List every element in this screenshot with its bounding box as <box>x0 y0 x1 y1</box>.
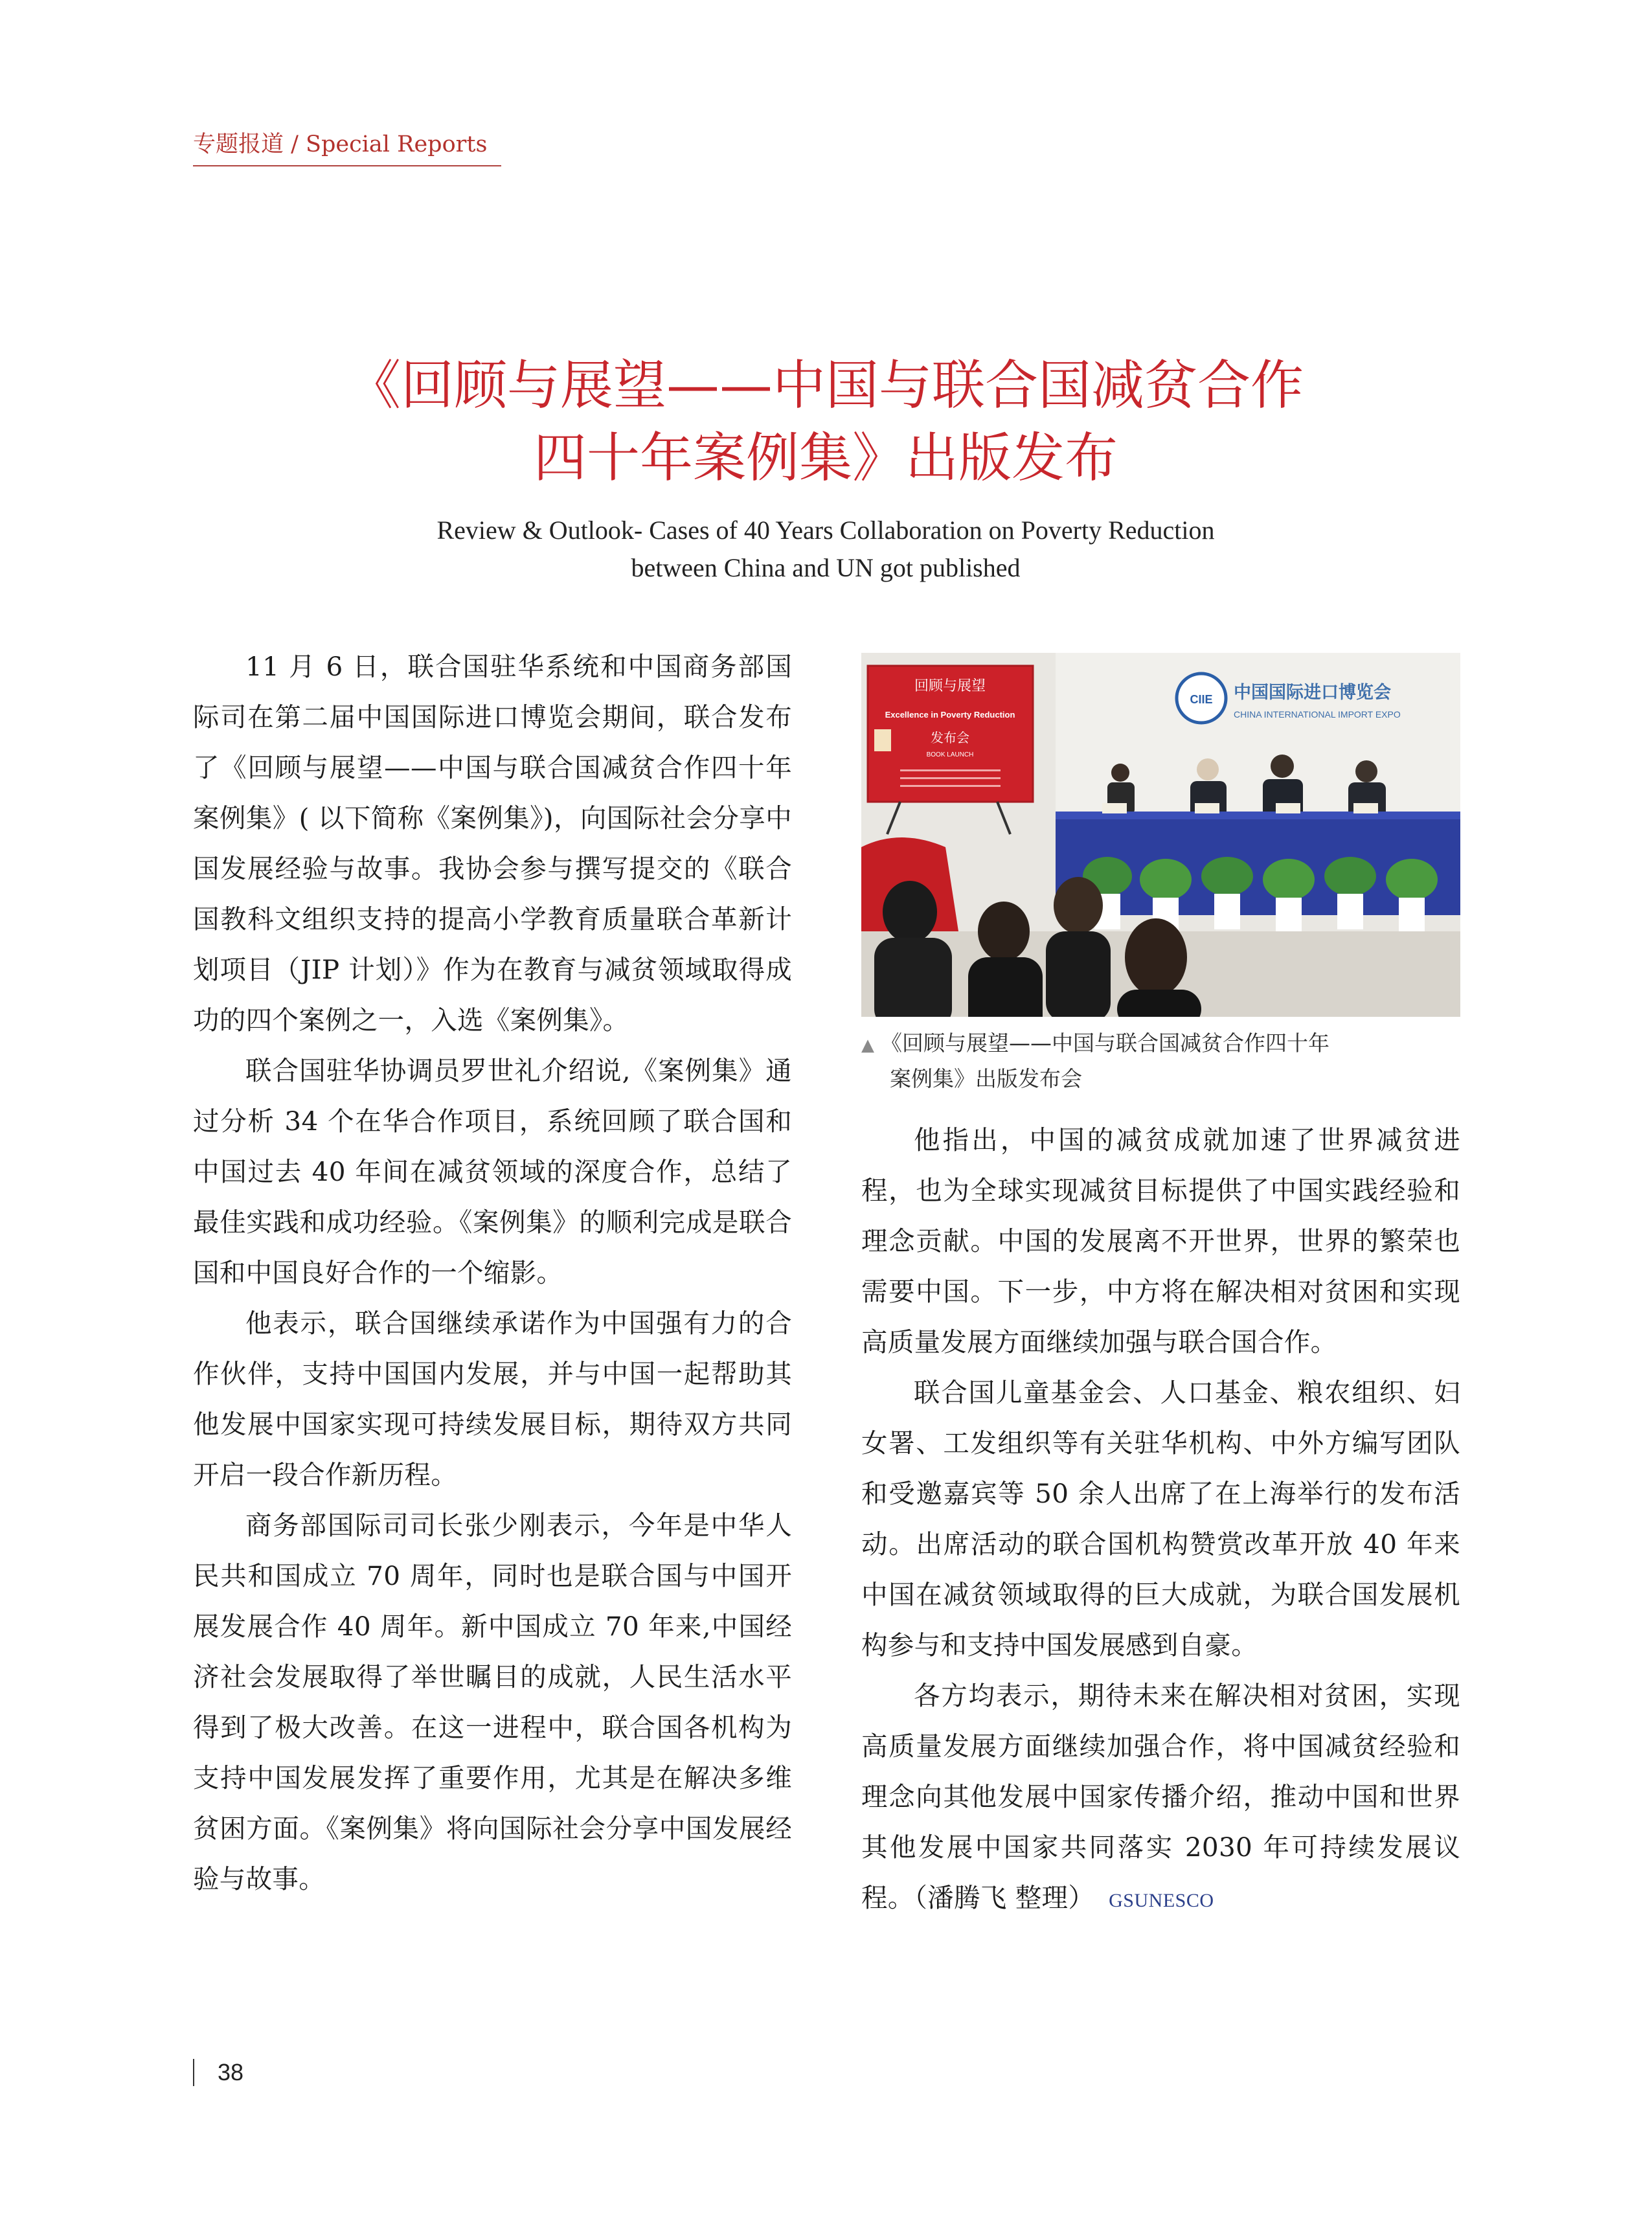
footer-divider <box>193 2059 194 2086</box>
event-photo <box>861 653 1460 1017</box>
triangle-icon: ▲ <box>861 1036 874 1055</box>
subtitle-line-1: Review & Outlook- Cases of 40 Years Collaboration on Poverty Reduction <box>436 516 1215 545</box>
gsunesco-logo: GSUNESCO <box>1109 1890 1214 1911</box>
title-line-2: 四十年案例集》出版发布 <box>533 427 1118 489</box>
banner-subtitle: Excellence in Poverty Reduction <box>885 710 1015 720</box>
paragraph: 联合国驻华协调员罗世礼介绍说,《案例集》通过分析 34 个在华合作项目，系统回顾了联合国和中国过去 40 年间在减贫领域的深度合作，总结了最佳实践和成功经验。《案例集》的顺利完成是联合国和中国良好合作的一个缩影。 <box>193 1055 792 1288</box>
section-header: 专题报道 / Special Reports <box>193 126 501 166</box>
expo-name-cn: 中国国际进口博览会 <box>1234 683 1391 703</box>
svg-text:CIIE: CIIE <box>1190 693 1213 706</box>
caption-line-1: 《回顾与展望——中国与联合国减贫合作四十年 <box>881 1030 1330 1056</box>
paragraph <box>861 1670 1460 1926</box>
right-column <box>861 1115 1460 1926</box>
banner-title: 回顾与展望 <box>914 678 986 694</box>
subtitle-line-2: between China and UN got published <box>631 553 1021 582</box>
title-line-1: 《回顾与展望——中国与联合国减贫合作 <box>347 355 1304 416</box>
expo-name-en: CHINA INTERNATIONAL IMPORT EXPO <box>1234 709 1401 720</box>
expo-logo <box>1177 674 1226 723</box>
author-credit: （潘腾飞 整理） <box>914 1882 1095 1913</box>
article-subtitle-en <box>194 512 1457 587</box>
photo-caption <box>861 1027 1460 1096</box>
caption-line-2: 案例集》出版发布会 <box>890 1066 1082 1091</box>
banner-event-en: BOOK LAUNCH <box>926 751 974 758</box>
left-column <box>193 641 792 1904</box>
paragraph: 他指出，中国的减贫成就加速了世界减贫进程，也为全球实现减贫目标提供了中国实践经验和理念贡献。中国的发展离不开世界，世界的繁荣也需要中国。下一步，中方将在解决相对贫困和实现高质量发展方面继续加强与联合国合作。 <box>861 1124 1460 1357</box>
paragraph: 商务部国际司司长张少刚表示，今年是中华人民共和国成立 70 周年，同时也是联合国与中国开展发展合作 40 周年。新中国成立 70 年来,中国经济社会发展取得了举世瞩目的成就，人民生活水平得到了极大改善。在这一进程中，联合国各机构为支持中国发展发挥了重要作用，尤其是在解决多维贫困方面。《案例集》将向国际社会分享中国发展经验与故事。 <box>193 1510 792 1894</box>
paragraph: 他表示，联合国继续承诺作为中国强有力的合作伙伴，支持中国国内发展，并与中国一起帮助其他发展中国家实现可持续发展目标，期待双方共同开启一段合作新历程。 <box>193 1308 792 1490</box>
paragraph: 11 月 6 日，联合国驻华系统和中国商务部国际司在第二届中国国际进口博览会期间，联合发布了《回顾与展望——中国与联合国减贫合作四十年案例集》( 以下简称《案例集》)，向国际社会分享中国发展经验与故事。我协会参与撰写提交的《联合国教科文组织支持的提高小学教育质量联合革新计划项目（JIP 计划）》作为在教育与减贫领域取得成功的四个案例之一，入选《案例集》。 <box>193 651 792 1036</box>
page-footer <box>193 2056 243 2089</box>
page-number: 38 <box>218 2059 244 2085</box>
banner-event: 发布会 <box>931 730 969 745</box>
paragraph: 联合国儿童基金会、人口基金、粮农组织、妇女署、工发组织等有关驻华机构、中外方编写团队和受邀嘉宾等 50 余人出席了在上海举行的发布活动。出席活动的联合国机构赞赏改革开放 40 年来中国在减贫领域取得的巨大成就，为联合国发展机构参与和支持中国发展感到自豪。 <box>861 1377 1460 1661</box>
article-title <box>194 350 1457 495</box>
paragraph-text: 各方均表示，期待未来在解决相对贫困，实现高质量发展方面继续加强合作，将中国减贫经验和理念向其他发展中国家传播介绍，推动中国和世界其他发展中国家共同落实 2030 年可持续发展议程。 <box>861 1680 1460 1913</box>
